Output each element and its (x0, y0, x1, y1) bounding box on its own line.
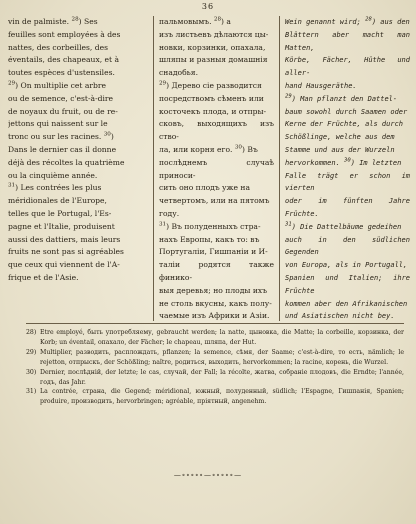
text-line: aussi des dattiers, mais leurs (8, 234, 121, 244)
text-line: toutes espèces d'ustensiles. (8, 68, 115, 78)
text-line: tronc ou sur les racines. $^{30}$) (8, 131, 114, 142)
text-line: und Asiatischen nicht bey. (285, 312, 395, 321)
text-line: $^{29}$) Man pflanzt den Dattel- (285, 93, 398, 103)
footnote-28 (26, 328, 404, 348)
footnote-text: Dernier, послѣдній, der letzte; le cas, случай, der Fall; la récolte, жатва, собраніе плодовъ, die Erndte; l'année, годъ, das Jahr. (40, 368, 404, 386)
text-line: косточекъ плода, и отпры- (159, 106, 267, 116)
text-line: ла, или корня его. $^{30}$) Въ (159, 144, 258, 154)
russian-column (154, 16, 280, 321)
footnote-number: 31) (26, 388, 37, 396)
footnote-31 (26, 387, 404, 407)
text-line: oder im fünften Jahre Früchte. (285, 197, 410, 218)
text-line: Schößlinge, welche aus dem (285, 133, 395, 142)
footnote-number: 30) (26, 368, 37, 376)
text-line: déjà des récoltes la quatrième (8, 157, 125, 167)
text-line: kommen aber den Afrikanischen (285, 299, 408, 308)
text-line: четвертомъ, или на пятомъ (159, 196, 270, 206)
text-line: Португаліи, Гишпаніи и И- (159, 247, 268, 257)
text-line: telles que le Portugal, l'Es- (8, 208, 112, 218)
french-column (8, 16, 154, 321)
text-line: $^{31}$) Въ полуденныхъ стра- (159, 221, 261, 231)
text-line: таліи родятся также финико- (159, 260, 274, 282)
text-line: сковъ, выходящихъ изъ ство- (159, 119, 274, 142)
text-line: Dans le dernier cas il donne (8, 144, 117, 154)
text-line: jettons qui naissent sur le (8, 119, 108, 129)
text-line: nattes, des corbeilles, des (8, 42, 108, 52)
text-line: чаемые изъ Африки и Азіи. (159, 311, 270, 321)
footnote-text: Etre employé, быть употребляему, gebraucht werden; la natte, цыновка, die Matte; la corbeille, корзинка, der Korb; un éventail, опахало, der Fächer; le chapeau, шляпа, der Hut. (40, 329, 404, 346)
text-line: Spanien und Italien; ihre Früchte (285, 273, 410, 295)
text-columns (8, 16, 410, 321)
text-line: посредствомъ сѣменъ или (159, 93, 264, 103)
text-line: éventails, des chapeaux, et à (8, 55, 120, 65)
text-line: que ceux qui viennent de l'A- (8, 260, 120, 270)
text-line: пальмовымъ. $^{28}$) а (159, 16, 231, 26)
text-line: послѣднемъ случаѣ приноси- (159, 157, 274, 180)
text-line: pagne et l'Italie, produisent (8, 221, 115, 231)
text-line: сить оно плодъ уже на (159, 183, 251, 193)
text-line: hervorkommen. $^{30}$) Im letzten (285, 157, 402, 167)
footnote-text: La contrée, страна, die Gegend; méridional, южный, полуденный, südlich; l'Espagne, Гишпанія, Spanien; produire, производить, hervorbringen; agréable, пріятный, angenehm. (40, 388, 404, 406)
text-line: fruits ne sont pas si agréables (8, 247, 124, 257)
footnote-divider (26, 323, 404, 324)
text-line: vin de palmiste. $^{28}$) Ses (8, 16, 98, 26)
text-line: Falle trägt er schon im vierten (285, 171, 410, 193)
text-line: ou la cinquième année. (8, 170, 98, 180)
text-line: выя деревья; но плоды ихъ (159, 285, 268, 295)
text-line: Wein genannt wird; $^{28}$) aus den (285, 16, 410, 26)
text-line: frique et de l'Asie. (8, 272, 79, 282)
text-line: $^{29}$) Дерево сіе разводится (159, 80, 262, 90)
text-line: нахъ Европы, какъ то: въ (159, 234, 260, 244)
text-line: шляпы и разныя домашнія (159, 55, 268, 65)
footnote-number: 28) (26, 329, 37, 336)
text-line: Kerne der Früchte, als durch (285, 120, 404, 129)
text-line: $^{29}$) On multiplie cet arbre (8, 80, 107, 90)
text-line: году. (159, 208, 180, 218)
text-line: $^{31}$) Les contrées les plus (8, 182, 102, 193)
text-line: baum sowohl durch Saamen oder (285, 107, 408, 116)
footnote-30 (26, 368, 404, 388)
footnote-number: 29) (26, 348, 37, 356)
text-line: Körbe, Fächer, Hüthe und aller- (285, 56, 410, 78)
text-line: ou de semence, c'est-à-dire (8, 93, 114, 103)
text-line: méridionales de l'Europe, (8, 196, 107, 206)
footnote-29 (26, 348, 404, 368)
text-line: не столь вкусны, какъ полу- (159, 298, 272, 308)
footnote-text: Multiplier, разводить, расплождать, pflanzen; la semence, сѣмя, der Saame; c'est-à-dire, то есть, nämlich; le rejetton, отпрыскъ, der Schößling; naître, родиться, выходить, hervorkommen; la racine, корень, die Wurzel. (40, 348, 404, 366)
text-line: de noyaux du fruit, ou de re- (8, 106, 118, 116)
text-line: $^{31}$) Die Dattelbäume gedeihen (285, 221, 402, 231)
german-column (280, 16, 410, 321)
text-line: изъ листьевъ дѣлаются цы- (159, 29, 269, 39)
text-line: новки, корзинки, опахала, (159, 42, 266, 52)
text-line: Blättern aber macht man Matten, (285, 30, 410, 52)
text-line: снадобья. (159, 68, 198, 78)
text-line: auch in den südlichen Gegenden (285, 235, 410, 257)
text-line: hand Hausgeräthe. (285, 81, 357, 90)
footnotes (26, 328, 404, 407)
page-number: 36 (201, 2, 215, 11)
text-line: von Europa, als in Portugall, (285, 261, 408, 270)
text-line: feuilles sont employées à des (8, 29, 121, 39)
text-line: Stamme und aus der Wurzeln (285, 145, 395, 154)
closing-ornament: —∘∘∘∘∘—∘∘∘∘∘— (173, 471, 243, 479)
